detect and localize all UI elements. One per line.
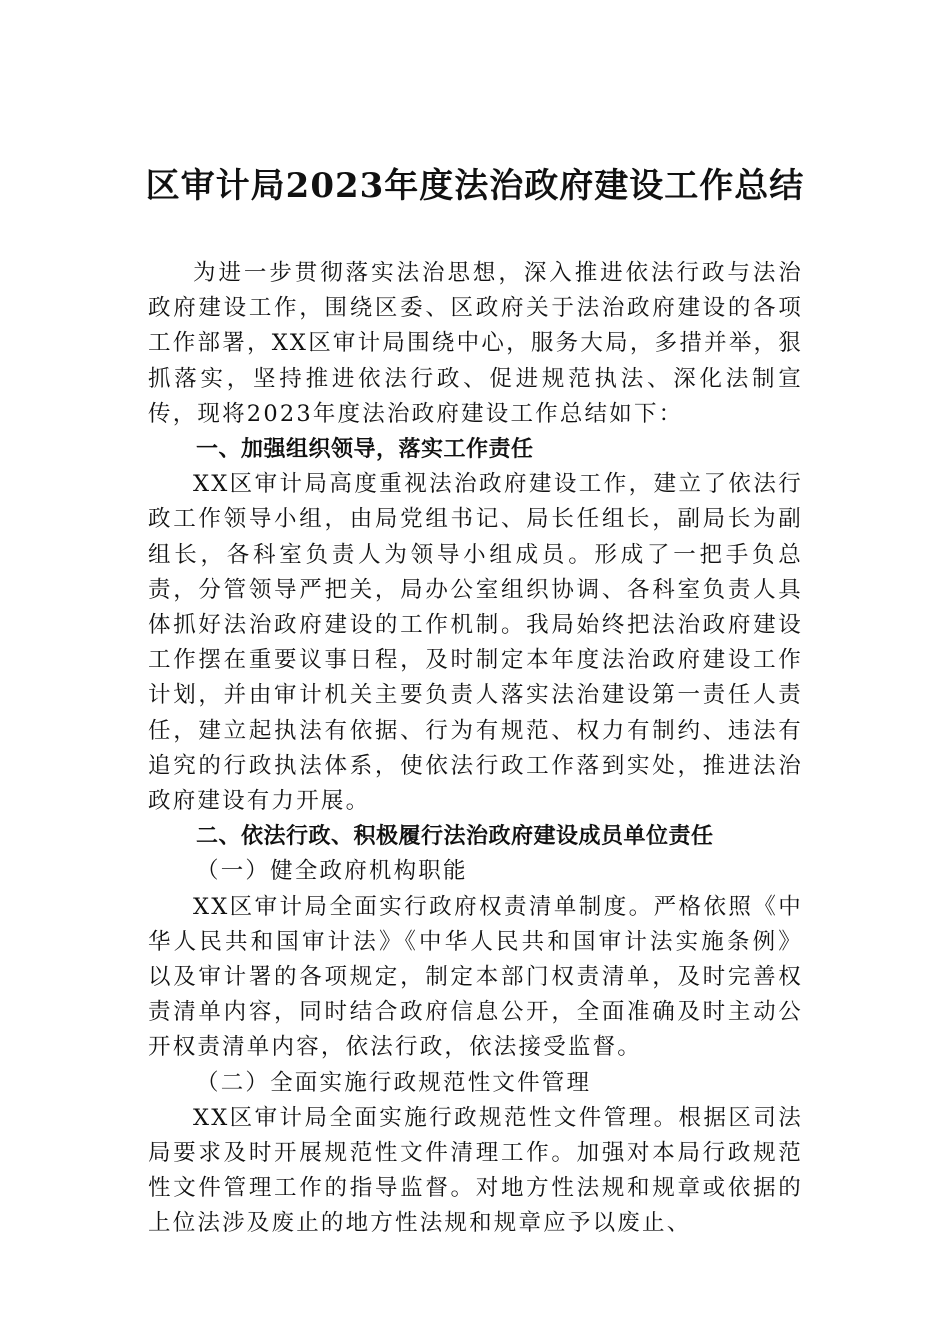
- section-heading-1: 一、加强组织领导，落实工作责任: [196, 437, 534, 463]
- subsection-heading-1: （一）健全政府机构职能: [196, 858, 468, 885]
- section-heading-2: 二、依法行政、积极履行法治政府建设成员单位责任: [196, 824, 714, 850]
- subsection-1-paragraph: XX区审计局全面实行政府权责清单制度。严格依照《中华人民共和国审计法》《中华人民共和国审计法实施条例》以及审计署的各项规定，制定本部门权责清单，及时完善权责清单内容，同时结合政府信息公开，全面准确及时主动公开权责清单内容，依法行政，依法接受监督。: [148, 893, 803, 1061]
- subsection-heading-2: （二）全面实施行政规范性文件管理: [196, 1069, 592, 1096]
- intro-paragraph: 为进一步贯彻落实法治思想，深入推进依法行政与法治政府建设工作，围绕区委、区政府关于法治政府建设的各项工作部署，XX区审计局围绕中心，服务大局，多措并举，狠抓落实，坚持推进依法行政、促进规范执法、深化法制宣传，现将2023年度法治政府建设工作总结如下：: [148, 260, 803, 427]
- document-title: 区审计局2023年度法治政府建设工作总结: [145, 166, 805, 206]
- subsection-2-paragraph: XX区审计局全面实施行政规范性文件管理。根据区司法局要求及时开展规范性文件清理工作。加强对本局行政规范性文件管理工作的指导监督。对地方性法规和规章或依据的上位法涉及废止的地方性法规和规章应予以废止、: [148, 1104, 803, 1237]
- section-1-paragraph: XX区审计局高度重视法治政府建设工作，建立了依法行政工作领导小组，由局党组书记、局长任组长，副局长为副组长，各科室负责人为领导小组成员。形成了一把手负总责，分管领导严把关，局办公室组织协调、各科室负责人具体抓好法治政府建设的工作机制。我局始终把法治政府建设工作摆在重要议事日程，及时制定本年度法治政府建设工作计划，并由审计机关主要负责人落实法治建设第一责任人责任，建立起执法有依据、行为有规范、权力有制约、违法有追究的行政执法体系，使依法行政工作落到实处，推进法治政府建设有力开展。: [148, 471, 803, 815]
- document-body: [148, 256, 803, 1242]
